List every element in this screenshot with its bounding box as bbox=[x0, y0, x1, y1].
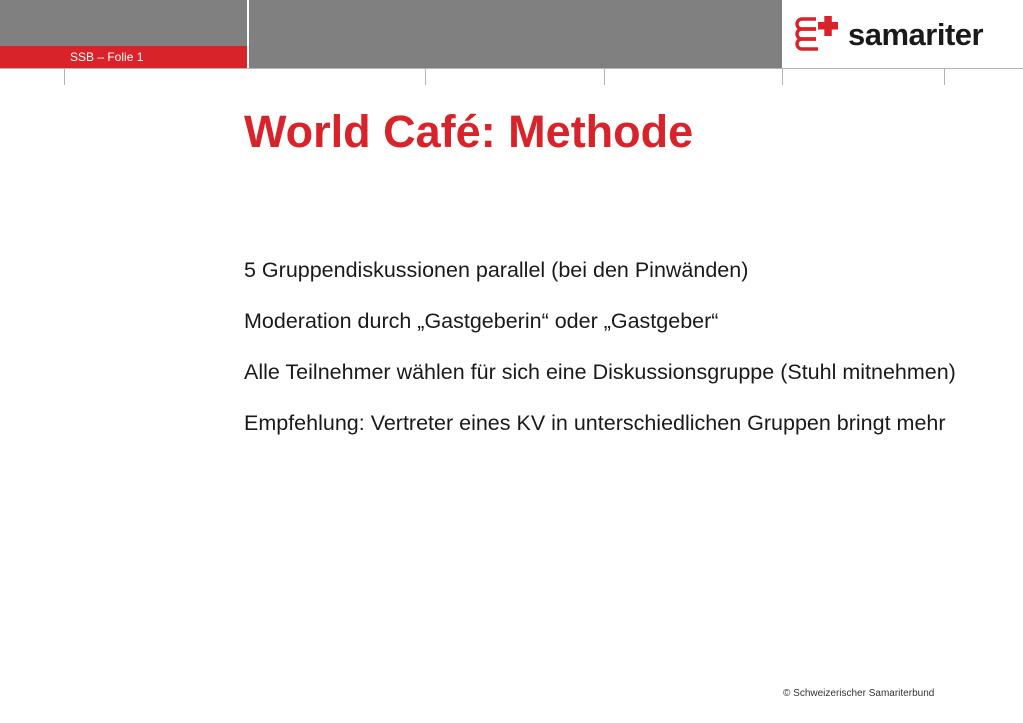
header-rule bbox=[0, 68, 1023, 69]
body-paragraph: Empfehlung: Vertreter eines KV in unterschiedlichen Gruppen bringt mehr bbox=[244, 411, 946, 435]
logo bbox=[784, 0, 1023, 68]
body-paragraph: 5 Gruppendiskussionen parallel (bei den Pinwänden) bbox=[244, 258, 749, 282]
header-band-divider-left bbox=[247, 0, 249, 68]
page-title: World Café: Methode bbox=[244, 106, 694, 157]
body-content bbox=[244, 256, 989, 437]
slide-tag-label: SSB – Folie 1 bbox=[70, 50, 144, 64]
body-paragraph: Moderation durch „Gastgeberin“ oder „Gastgeber“ bbox=[244, 309, 719, 333]
copyright-notice: © Schweizerischer Samariterbund bbox=[783, 688, 935, 699]
header-tick bbox=[425, 69, 426, 85]
header-tick bbox=[64, 69, 65, 85]
header-tick bbox=[782, 69, 783, 85]
body-paragraph: Alle Teilnehmer wählen für sich eine Diskussionsgruppe (Stuhl mitnehmen) bbox=[244, 360, 956, 384]
logo-wordmark: samariter bbox=[848, 16, 984, 52]
header-tick bbox=[604, 69, 605, 85]
samariter-cross-logo-icon bbox=[794, 14, 842, 54]
header-tick bbox=[944, 69, 945, 85]
